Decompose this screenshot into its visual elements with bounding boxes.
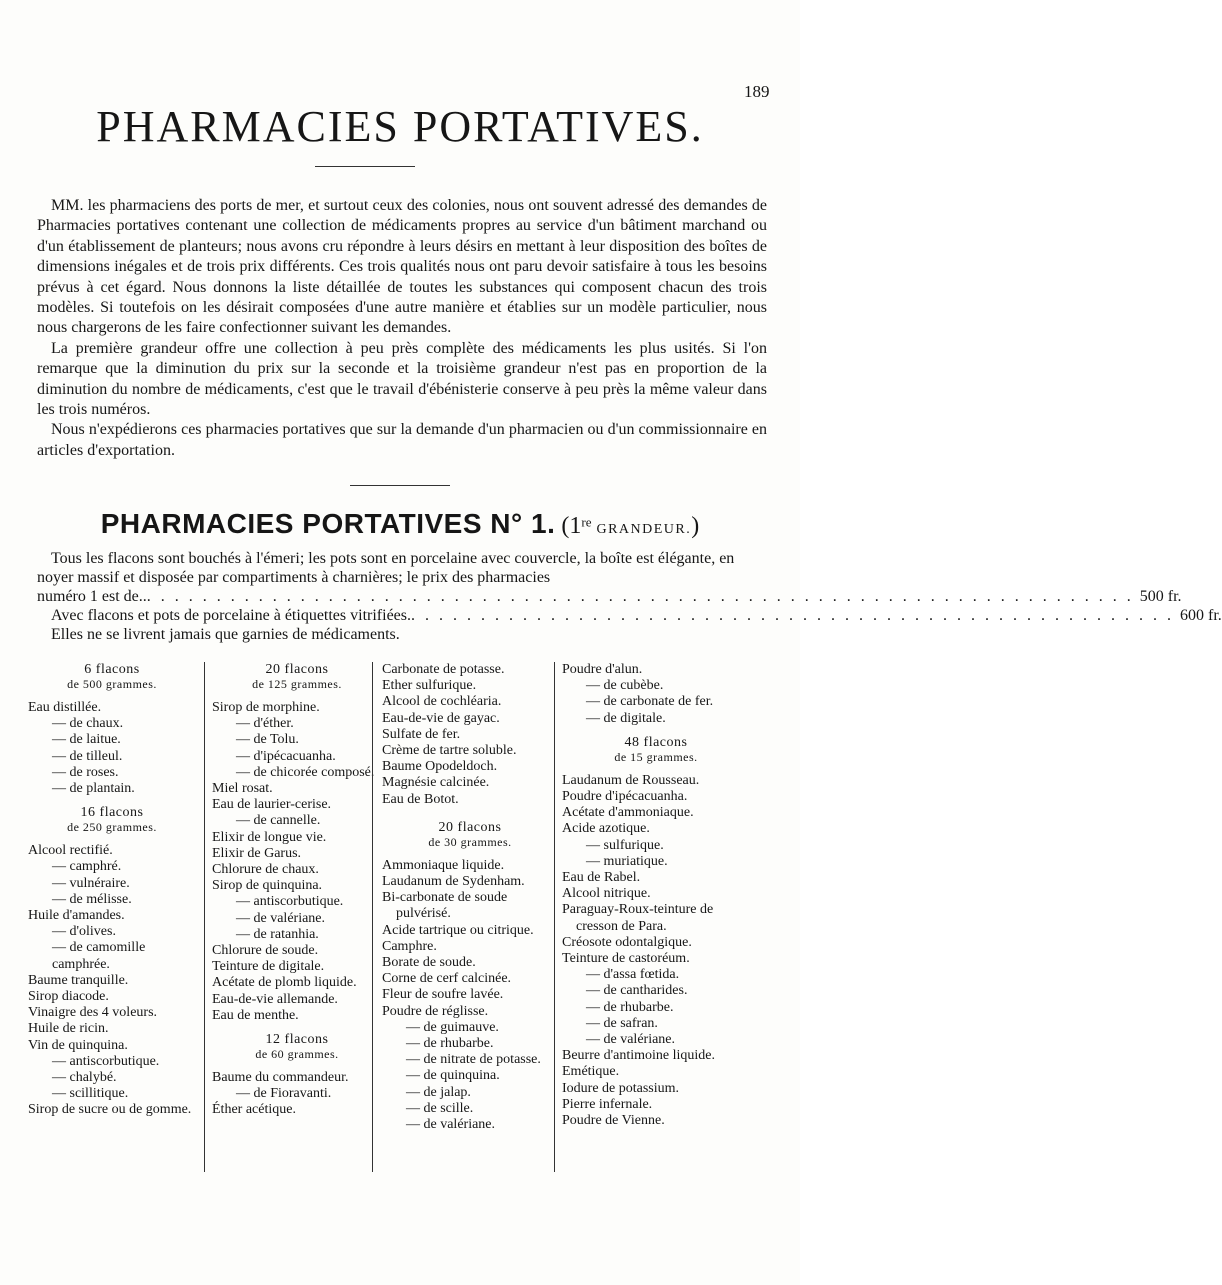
medication-entry: Sirop de sucre ou de gomme. [28,1102,192,1118]
medication-entry: — de carbonate de fer. [586,694,714,710]
medication-entry: — d'éther. [236,716,294,732]
item-list [382,858,558,1133]
medication-entry: Eau de menthe. [212,1007,299,1023]
medication-entry: Crème de tartre soluble. [382,743,517,759]
price-line-2-label: Avec flacons et pots de porcelaine à étiquettes vitrifiées. [51,607,411,624]
medication-entry: Alcool de cochléaria. [382,694,502,710]
medication-entry: Vinaigre des 4 voleurs. [28,1005,158,1021]
medication-entry: Éther acétique. [212,1102,296,1118]
group-heading [28,662,196,677]
medication-entry: Eau de Rabel. [562,870,641,886]
medication-entry: Huile d'amandes. [28,908,125,924]
medication-entry: Vin de quinquina. [28,1037,128,1053]
medication-entry: — de tilleul. [52,748,123,764]
medication-entry: Camphre. [382,938,437,954]
medication-entry: Créosote odontalgique. [562,934,692,950]
medication-entry: Bi-carbonate de soude pulvérisé. [382,890,508,922]
medication-entry: — de camomille camphrée. [52,940,146,972]
group-heading-sub: de 15 grammes. [614,749,698,764]
medication-entry: — de scille. [406,1100,474,1116]
medication-entry: — de plantain. [52,781,135,797]
group-heading [212,662,382,677]
medication-entry: — de cubèbe. [586,678,664,694]
section-heading-main: PHARMACIES PORTATIVES N° 1. [100,508,556,539]
medication-entry: Acide azotique. [562,821,650,837]
medication-entry: — de ratanhia. [236,926,319,942]
column-1 [28,662,196,1119]
medication-entry: Sirop de morphine. [212,700,320,715]
column-3 [382,662,558,1133]
group-heading-sub: de 30 grammes. [428,834,512,849]
medication-entry: Ammoniaque liquide. [382,857,505,873]
medication-entry: — de chaux. [52,716,124,732]
medication-entry: — de laitue. [52,732,121,748]
medication-entry: — de valériane. [586,1032,676,1048]
medication-entry: — de rhubarbe. [586,999,674,1015]
group-heading-sub: de 500 grammes. [67,677,157,691]
medication-entry: Laudanum de Rousseau. [562,772,700,788]
item-list [382,662,558,808]
group-heading-count: 48 flacons [624,734,688,750]
medication-entry: — antiscorbutique. [52,1053,160,1069]
medication-entry: Paraguay-Roux-teinture de cresson de Para. [562,902,714,934]
group-heading-sub: de 125 grammes. [252,677,342,691]
medication-entry: Chlorure de chaux. [212,862,319,878]
group-heading-count: 16 flacons [80,805,144,821]
medication-entry: Alcool rectifié. [28,843,113,859]
medication-entry: — de roses. [52,764,119,780]
group-heading [562,735,750,750]
medication-entry: Poudre de Vienne. [562,1113,665,1129]
section-heading-paren-close: ) [691,513,700,539]
section-heading [0,508,800,540]
price-line-2-value: 600 fr. [1180,607,1222,624]
medication-entry: — de safran. [586,1015,658,1031]
item-list [28,700,196,797]
item-list [212,700,382,1024]
medication-entry: Acétate d'ammoniaque. [562,805,694,821]
title-divider [315,166,415,167]
item-list [562,773,750,1129]
medication-entry: Poudre d'alun. [562,662,643,677]
medication-entry: — d'ipécacuanha. [236,748,336,764]
medication-entry: Chlorure de soude. [212,943,319,959]
medication-entry: — de cantharides. [586,983,688,999]
intro-paragraph-2: La première grandeur offre une collection à peu près complète des médicaments les plus usités. Si l'on remarque que la diminution du prix sur la seconde et la troisième grandeur n'est pas en proportion de la diminution du nombre de médicaments, c'est que le travail d'ébénisterie conserve à peu près la même valeur dans les trois numéros. [37,339,767,419]
medication-entry: Sirop diacode. [28,989,109,1005]
medication-entry: — d'olives. [52,924,116,940]
medication-entry: Sirop de quinquina. [212,878,323,894]
medication-entry: Fleur de soufre lavée. [382,987,504,1003]
medication-entry: Elixir de Garus. [212,845,302,861]
medication-entry: Sulfate de fer. [382,726,461,742]
medication-entry: Borate de soude. [382,955,476,971]
page-title: PHARMACIES PORTATIVES. [96,102,704,151]
item-list [212,1070,382,1119]
medication-entry: — de valériane. [406,1117,496,1133]
medication-entry: — vulnéraire. [52,875,130,891]
medication-entry: Poudre de réglisse. [382,1003,489,1019]
medication-entry: — de Tolu. [236,732,299,748]
medication-entry: Teinture de castoréum. [562,951,690,967]
intro-text [37,196,767,461]
medication-entry: — de quinquina. [406,1068,500,1084]
medication-entry: Eau de Botot. [382,791,459,807]
medication-entry: Laudanum de Sydenham. [382,874,525,890]
group-heading-count: 20 flacons [438,819,502,835]
medication-entry: Baume Opodeldoch. [382,759,498,775]
intro-paragraph-1: MM. les pharmaciens des ports de mer, et surtout ceux des colonies, nous ont souvent adressé des demandes de Pharmacies portatives contenant une collection de médicaments propres au service d'un bâtiment marchand ou d'un établissement de planteurs; nous avons cru répondre à leurs désirs en mettant à leur disposition des boîtes de dimensions inégales et de trois prix différents. Ces trois qualités nous ont paru devoir satisfaire à tous les besoins prévus à cet égard. Nous donnons la liste détaillée de toutes les substances qui composent chacun des trois modèles. Si toutefois on les désirait composées d'une autre manière et établies sur un modèle particulier, nous nous chargerons de les faire confectionner suivant les demandes. [37,197,767,337]
medication-entry: Alcool nitrique. [562,886,651,902]
group-heading-count: 12 flacons [265,1032,329,1048]
medication-entry: Ether sulfurique. [382,678,477,694]
medication-entry: Eau-de-vie allemande. [212,991,338,1007]
medication-entry: — de guimauve. [406,1019,499,1035]
medication-entry: Teinture de digitale. [212,959,325,975]
medication-entry: Eau de laurier-cerise. [212,797,332,813]
medication-entry: — camphré. [52,859,122,875]
group-heading [382,820,558,835]
medication-entry: Iodure de potassium. [562,1080,680,1096]
medication-entry: Miel rosat. [212,781,273,797]
section-heading-size: GRANDEUR. [591,522,692,537]
group-heading-sub: de 60 grammes. [255,1047,339,1062]
medication-entry: Emétique. [562,1064,620,1080]
price-line-2 [37,606,1222,625]
medication-entry: Baume tranquille. [28,972,129,988]
medication-entry: Magnésie calcinée. [382,775,490,791]
medication-entry: — de cannelle. [236,813,321,829]
group-heading [212,1032,382,1047]
item-list [28,843,196,1118]
medication-entry: — de Fioravanti. [236,1086,332,1102]
medication-entry: Eau distillée. [28,700,102,715]
medication-entry: Acétate de plomb liquide. [212,975,357,991]
pricing-block [37,549,1222,644]
medication-entry: — de jalap. [406,1084,471,1100]
medication-entry: — sulfurique. [586,837,664,853]
section-divider [350,485,450,486]
medication-columns [28,662,782,1172]
medication-entry: — de digitale. [586,710,666,726]
price-line-1-label: numéro 1 est de.. [37,588,147,605]
column-divider [554,662,555,1172]
medication-entry: — de nitrate de potasse. [406,1052,541,1068]
price-leader-dots: . . . . . . . . . . . . . . . . . . . . . . . . . . . . . . . . . . . . . . . . . . . . . . . . . . . . . . . . . . . . . . . . . . . . . . . [146,588,1134,605]
medication-entry: Baume du commandeur. [212,1070,349,1086]
section-heading-paren-open: (1 [555,513,582,539]
intro-paragraph-3: Nous n'expédierons ces pharmacies portatives que sur la demande d'un pharmacien ou d'un commissionnaire en articles d'exportation. [37,421,767,459]
column-divider [372,662,373,1172]
medication-entry: Beurre d'antimoine liquide. [562,1048,715,1064]
medication-entry: — de mélisse. [52,891,132,907]
column-4 [562,662,750,1129]
pricing-note: Elles ne se livrent jamais que garnies de médicaments. [51,626,400,643]
group-heading-count: 20 flacons [265,662,329,677]
column-2 [212,662,382,1119]
price-leader-dots: . . . . . . . . . . . . . . . . . . . . . . . . . . . . . . . . . . . . . . . . . . . . . . . . . . . . . . . [411,607,1174,624]
medication-entry: — d'assa fœtida. [586,967,680,983]
pricing-intro: Tous les flacons sont bouchés à l'émeri; les pots sont en porcelaine avec couvercle, la boîte est élégante, en noyer massif et disposée par compartiments à charnières; le prix des pharmacies [37,550,735,586]
group-heading-sub: de 250 grammes. [67,820,157,835]
medication-entry: Eau-de-vie de gayac. [382,710,500,726]
item-list [562,662,750,727]
medication-entry: — antiscorbutique. [236,894,344,910]
medication-entry: Corne de cerf calcinée. [382,971,512,987]
group-heading [28,805,196,820]
medication-entry: Poudre d'ipécacuanha. [562,789,688,805]
group-heading-count: 6 flacons [84,662,140,677]
medication-entry: Pierre infernale. [562,1096,653,1112]
column-divider [204,662,205,1172]
medication-entry: — de chicorée composé. [236,764,375,780]
page-number: 189 [744,82,770,101]
section-heading-sup: re [581,514,592,530]
medication-entry: Carbonate de potasse. [382,662,505,677]
medication-entry: — chalybé. [52,1070,117,1086]
medication-entry: Acide tartrique ou citrique. [382,922,534,938]
medication-entry: — de valériane. [236,910,326,926]
price-line-1-value: 500 fr. [1139,588,1182,605]
medication-entry: Elixir de longue vie. [212,829,327,845]
medication-entry: Huile de ricin. [28,1021,109,1037]
medication-entry: — de rhubarbe. [406,1036,494,1052]
medication-entry: — scillitique. [52,1086,129,1102]
medication-entry: — muriatique. [586,853,668,869]
price-line-1 [37,587,1182,606]
